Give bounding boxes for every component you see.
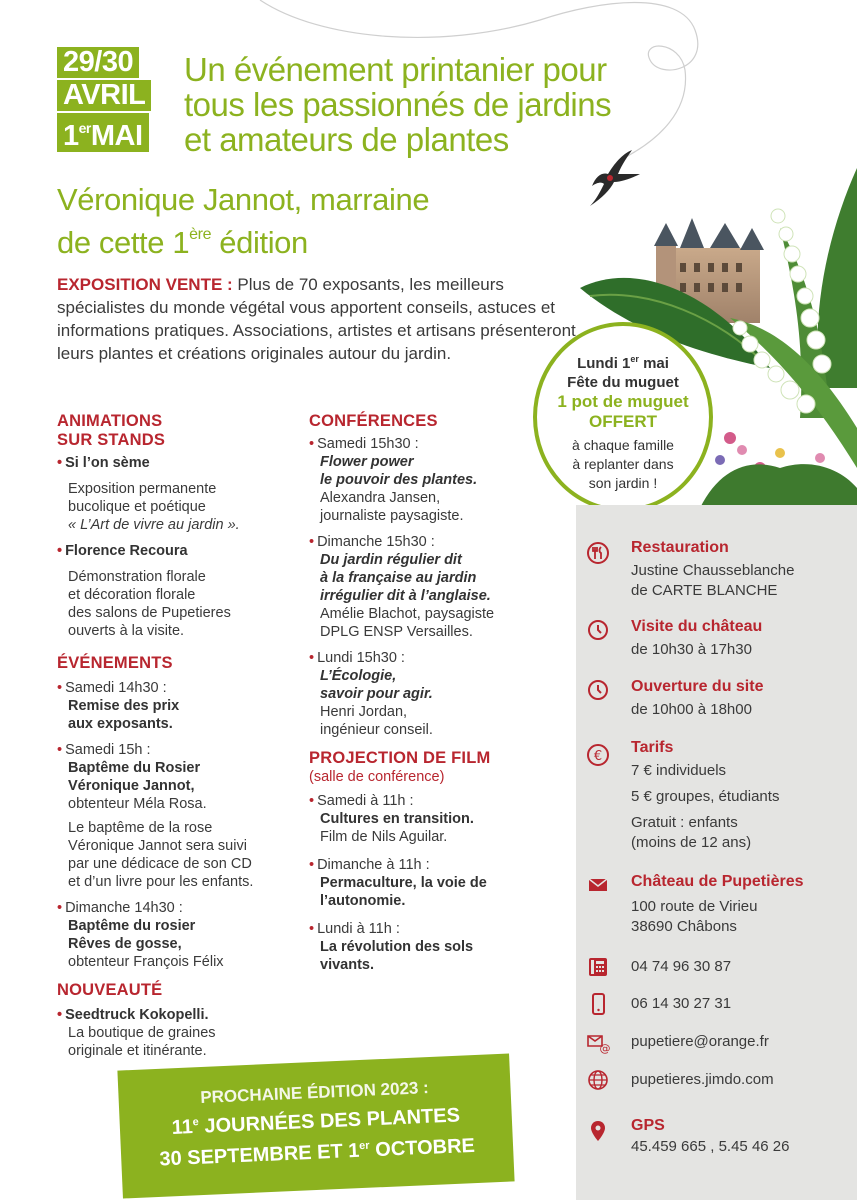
list-item: • Lundi à 11h : La révolution des sols vivants. — [309, 921, 474, 973]
date-line-3: 1erMAI — [57, 113, 149, 152]
globe-icon — [586, 1068, 610, 1092]
next-edition-banner: PROCHAINE ÉDITION 2023 : 11e JOURNÉES DES PLANTES 30 SEPTEMBRE ET 1er OCTOBRE — [117, 1054, 514, 1199]
euro-icon — [586, 743, 610, 767]
intro-text: Plus de 70 exposants, les meilleurs spécialistes du monde végétal vous apportent conseils, astuces et informations pratiques. Associations, artistes et artisans présenteront leurs plantes et créations originales autour du jardin. — [57, 275, 576, 363]
cutlery-icon — [586, 541, 610, 565]
email-address: pupetiere@orange.fr — [631, 1033, 769, 1050]
column-left — [57, 412, 297, 1068]
svg-text:@: @ — [599, 1042, 610, 1054]
date-line-1: 29/30 — [57, 47, 139, 78]
list-item: • Samedi 14h30 : Remise des prix aux exposants. — [57, 680, 180, 732]
list-item: • Florence Recoura Démonstration florale et décoration florale des salons de Pupetieres ouverts à la visite. — [57, 543, 231, 639]
headline: Un événement printanier pour tous les passionnés de jardins et amateurs de plantes — [184, 51, 612, 158]
mobile-phone-icon — [586, 992, 610, 1016]
projection-subtitle: (salle de conférence) — [309, 769, 445, 785]
phone-number: 04 74 96 30 87 — [631, 958, 732, 975]
column-middle — [309, 412, 549, 982]
email-at-icon — [586, 1030, 610, 1054]
list-item: • Dimanche 15h30 : Du jardin régulier dit à la française au jardin irrégulier dit à l’anglaise. Amélie Blachot, paysagiste DPLG ENSP Versailles. — [309, 534, 495, 640]
list-item: • Seedtruck Kokopelli. La boutique de graines originale et itinérante. — [57, 1007, 216, 1059]
website-url: pupetieres.jimdo.com — [631, 1071, 774, 1088]
list-item: • Samedi 15h30 : Flower power le pouvoir des plantes. Alexandra Jansen, journaliste paysagiste. — [309, 436, 478, 524]
clock-icon — [586, 678, 610, 702]
muguet-badge: Lundi 1er mai Fête du muguet 1 pot de muguet OFFERT à chaque famille à replanter dans son jardin ! — [533, 322, 713, 512]
section-title-conferences: CONFÉRENCES — [309, 412, 438, 430]
list-item: • Lundi 15h30 : L’Écologie, savoir pour agir. Henri Jordan, ingénieur conseil. — [309, 650, 433, 738]
list-item: • Dimanche 14h30 : Baptême du rosier Rêves de gosse, obtenteur François Félix — [57, 900, 224, 970]
event-dates — [57, 47, 175, 154]
section-title-animations: ANIMATIONS SUR STANDS — [57, 412, 166, 449]
map-pin-icon — [586, 1119, 610, 1143]
clock-icon — [586, 618, 610, 642]
list-item: • Si l’on sème Exposition permanente bucolique et poétique « L’Art de vivre au jardin ». — [57, 455, 240, 533]
date-line-2: AVRIL — [57, 80, 151, 111]
section-title-nouveaute: NOUVEAUTÉ — [57, 981, 163, 999]
section-title-evenements: ÉVÉNEMENTS — [57, 654, 173, 672]
intro-paragraph — [57, 273, 577, 365]
list-item: • Dimanche à 11h : Permaculture, la voie de l’autonomie. — [309, 857, 487, 909]
info-panel: Restauration Justine Chausseblanche de CARTE BLANCHE Visite du château de 10h30 à 17h30 Ouverture du site de 10h00 à 18h00 € Tarifs 7 € individuels 5 € groupes, étudiants Gratuit : enfants (moins de 12 ans) Château de Pupetières 100 route de Virieu 38690 Châbons 04 74 96 30 87 06 14 30 27 31 @ pupetiere@orange.fr pupetieres.jimdo.com GPS 45.459 665 , 5.45 46 26 — [576, 505, 857, 1200]
svg-text:€: € — [593, 749, 603, 764]
list-item: • Samedi 15h : Baptême du Rosier Véronique Jannot, obtenteur Méla Rosa. Le baptême de la rose Véronique Jannot sera suivi par une dédicace de son CD et d’un livre pour les enfants. — [57, 742, 254, 890]
list-item: • Samedi à 11h : Cultures en transition. Film de Nils Aguilar. — [309, 793, 474, 845]
intro-lead: EXPOSITION VENTE : — [57, 275, 233, 294]
subheadline: Véronique Jannot, marraine de cette 1ère édition — [57, 182, 430, 260]
mobile-number: 06 14 30 27 31 — [631, 995, 732, 1012]
section-title-projection: PROJECTION DE FILM — [309, 749, 491, 767]
envelope-icon — [586, 873, 610, 897]
telephone-icon — [586, 955, 610, 979]
